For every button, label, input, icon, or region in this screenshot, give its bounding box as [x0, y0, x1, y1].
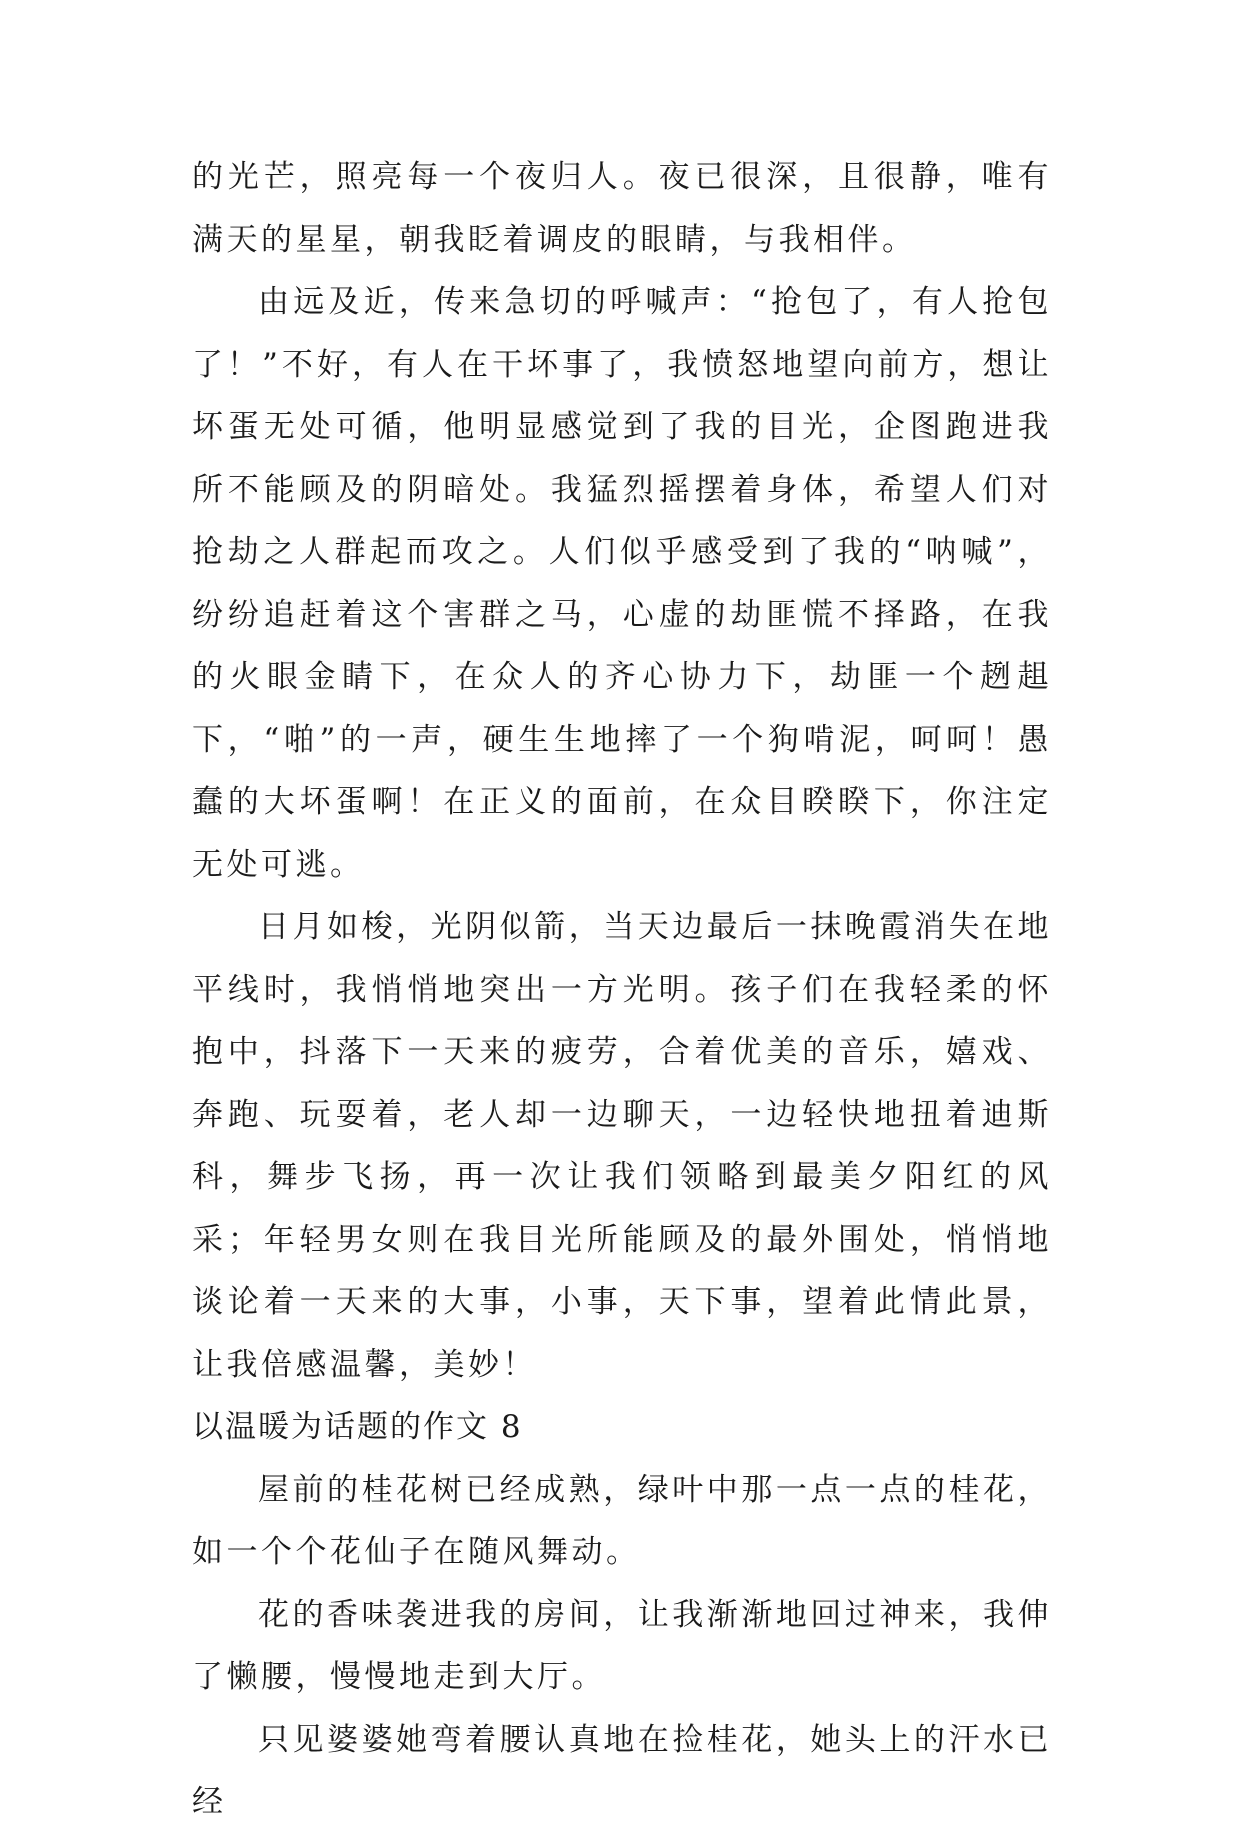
paragraph: 只见婆婆她弯着腰认真地在捡桂花，她头上的汗水已经 [192, 1721, 1052, 1820]
paragraph: 花的香味袭进我的房间，让我渐渐地回过神来，我伸了懒腰，慢慢地走到大厅。 [192, 1596, 1052, 1695]
document-page [192, 146, 1052, 1834]
paragraph: 日月如梭，光阴似箭，当天边最后一抹晚霞消失在地平线时，我悄悄地突出一方光明。孩子们在我轻柔的怀抱中，抖落下一天来的疲劳，合着优美的音乐，嬉戏、奔跑、玩耍着，老人却一边聊天，一边轻快地扭着迪斯科，舞步飞扬，再一次让我们领略到最美夕阳红的风采；年轻男女则在我目光所能顾及的最外围处，悄悄地谈论着一天来的大事，小事，天下事，望着此情此景，让我倍感温馨，美妙！ [192, 909, 1052, 1383]
paragraph: 的光芒，照亮每一个夜归人。夜已很深，且很静，唯有满天的星星，朝我眨着调皮的眼睛，与我相伴。 [192, 159, 1052, 258]
paragraph: 屋前的桂花树已经成熟，绿叶中那一点一点的桂花，如一个个花仙子在随风舞动。 [192, 1471, 1052, 1570]
paragraph: 由远及近，传来急切的呼喊声：“抢包了，有人抢包了！”不好，有人在干坏事了，我愤怒地望向前方，想让坏蛋无处可循，他明显感觉到了我的目光，企图跑进我所不能顾及的阴暗处。我猛烈摇摆着身体，希望人们对抢劫之人群起而攻之。人们似乎感受到了我的“呐喊”，纷纷追赶着这个害群之马，心虚的劫匪慌不择路，在我的火眼金睛下，在众人的齐心协力下，劫匪一个趔趄下，“啪”的一声，硬生生地摔了一个狗啃泥，呵呵！愚蠢的大坏蛋啊！在正义的面前，在众目睽睽下，你注定无处可逃。 [192, 284, 1052, 883]
section-heading: 以温暖为话题的作文 8 [192, 1409, 523, 1445]
